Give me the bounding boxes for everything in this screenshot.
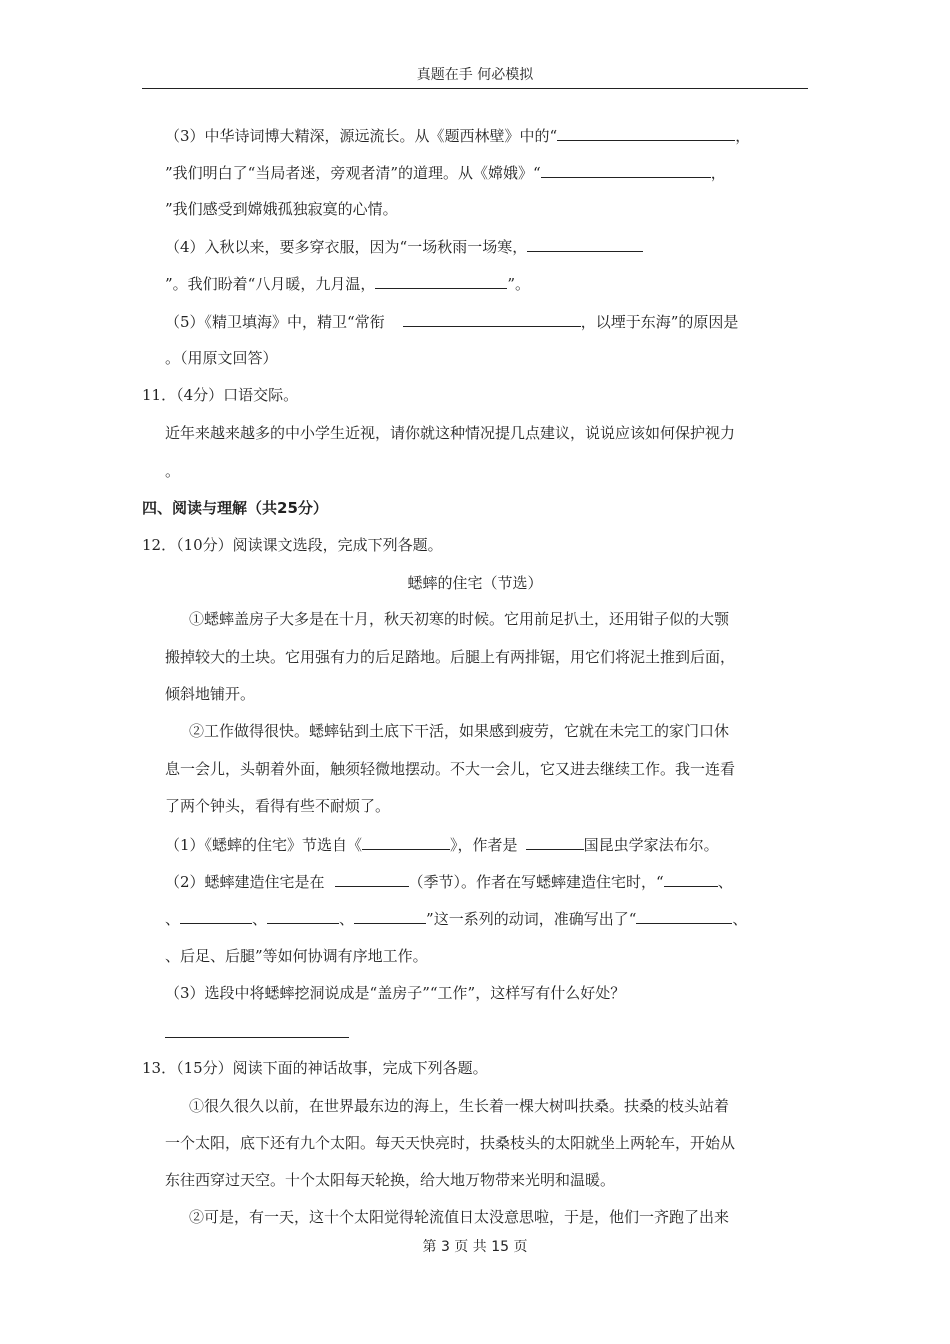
answer-line[interactable]: [165, 1037, 349, 1038]
q12-para2-line1: ②工作做得很快。蟋蟀钻到土底下干活，如果感到疲劳，它就在未完工的家门口休: [189, 722, 730, 740]
passage-title: 蟋蟀的住宅（节选）: [407, 574, 543, 592]
q11-prompt-line2: 。: [165, 462, 181, 480]
q12-para1-line1: ①蟋蟀盖房子大多是在十月，秋天初寒的时候。它用前足扒土，还用钳子似的大颚: [189, 610, 730, 628]
q12-para2-line2: 息一会儿，头朝着外面，触须轻微地摆动。不大一会儿，它又进去继续工作。我一连看: [165, 760, 736, 778]
q10-part3-line2: ”我们明白了“当局者迷，旁观者清”的道理。从《嫦娥》“ ，: [165, 164, 726, 182]
q13-para1-line3: 东往西穿过天空。十个太阳每天轮换，给大地万物带来光明和温暖。: [165, 1171, 616, 1189]
q12-title: 12．（10分）阅读课文选段，完成下列各题。: [142, 536, 443, 554]
q12-sub2-line3: 、后足、后腿”等如何协调有序地工作。: [165, 947, 428, 965]
q10-part5-line1: （5）《精卫填海》中，精卫“常衔 ，以堙于东海”的原因是: [165, 313, 739, 331]
q10-part4-line2: ”。我们盼着“八月暖，九月温， ”。: [165, 275, 531, 293]
q12-sub2-line2: 、 、 、 ”这一系列的动词，准确写出了“ 、: [165, 910, 748, 928]
q11-prompt-line1: 近年来越来越多的中小学生近视，请你就这种情况提几点建议，说说应该如何保护视力: [165, 424, 736, 442]
q12-para2-line3: 了两个钟头，看得有些不耐烦了。: [165, 797, 391, 815]
answer-blank[interactable]: [403, 311, 581, 327]
q13-title: 13．（15分）阅读下面的神话故事，完成下列各题。: [142, 1059, 488, 1077]
answer-blank[interactable]: [362, 834, 450, 850]
header-rule: [142, 88, 808, 89]
q13-para1-line2: 一个太阳，底下还有九个太阳。每天天快亮时，扶桑枝头的太阳就坐上两轮车，开始从: [165, 1134, 736, 1152]
section-heading: 四、阅读与理解（共25分）: [142, 499, 328, 517]
q12-para1-line3: 倾斜地铺开。: [165, 685, 256, 703]
q12-sub1: （1）《蟋蟀的住宅》节选自《 》，作者是 国昆虫学家法布尔。: [165, 836, 719, 854]
q10-part3-line3: ”我们感受到嫦娥孤独寂寞的心情。: [165, 200, 398, 218]
answer-blank[interactable]: [636, 908, 732, 924]
answer-blank[interactable]: [375, 273, 507, 289]
answer-blank[interactable]: [527, 236, 643, 252]
q13-para1-line1: ①很久很久以前，在世界最东边的海上，生长着一棵大树叫扶桑。扶桑的枝头站着: [189, 1097, 730, 1115]
answer-blank[interactable]: [526, 834, 584, 850]
q10-part5-line2: 。（用原文回答）: [165, 349, 278, 367]
q12-para1-line2: 搬掉较大的土块。它用强有力的后足踏地。后腿上有两排锯，用它们将泥土推到后面，: [165, 648, 736, 666]
q10-part4-line1: （4）入秋以来，要多穿衣服，因为“一场秋雨一场寒，: [165, 236, 643, 257]
answer-blank[interactable]: [267, 908, 339, 924]
q11-title: 11．（4分）口语交际。: [142, 386, 299, 404]
answer-blank[interactable]: [335, 871, 409, 887]
answer-blank[interactable]: [664, 871, 718, 887]
q12-sub3: （3）选段中将蟋蟀挖洞说成是“盖房子”“工作”，这样写有什么好处？: [165, 984, 626, 1002]
q12-sub2-line1: （2）蟋蟀建造住宅是在 （季节）。作者在写蟋蟀建造住宅时，“ 、: [165, 873, 733, 891]
answer-blank[interactable]: [354, 908, 426, 924]
q10-part3-line1: （3）中华诗词博大精深，源远流长。从《题西林壁》中的“ ，: [165, 127, 751, 145]
answer-blank[interactable]: [557, 125, 735, 141]
q13-para2-line1: ②可是，有一天，这十个太阳觉得轮流值日太没意思啦，于是，他们一齐跑了出来: [189, 1208, 730, 1226]
answer-blank[interactable]: [180, 908, 252, 924]
page-footer: 第 3 页 共 15 页: [422, 1239, 528, 1255]
page-header: 真题在手 何必模拟: [416, 67, 534, 83]
answer-blank[interactable]: [541, 162, 711, 178]
